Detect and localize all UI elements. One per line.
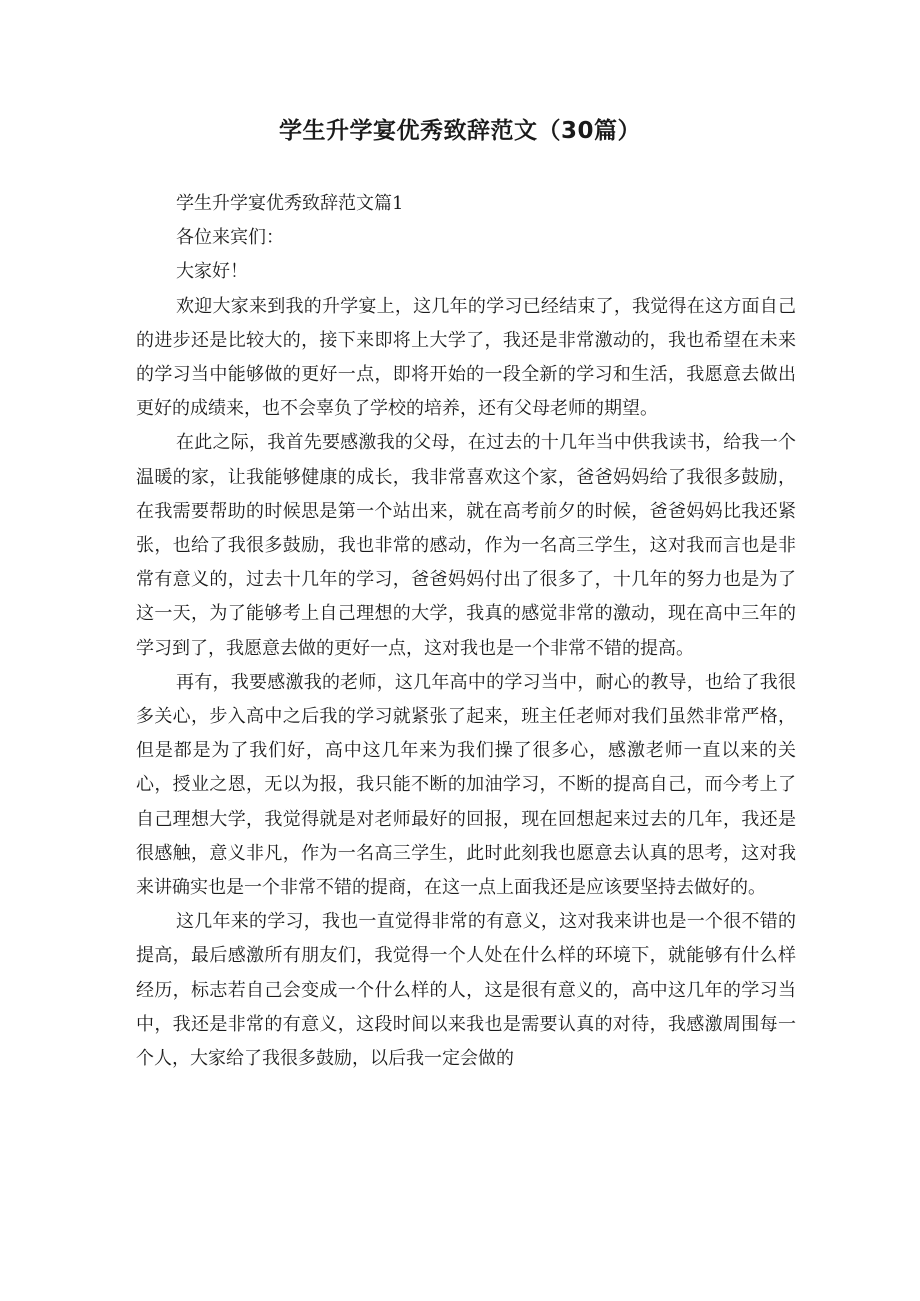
paragraph: 这几年来的学习，我也一直觉得非常的有意义，这对我来讲也是一个很不错的提高，最后感激所有朋友们，我觉得一个人处在什么样的环境下，就能够有什么样经历，标志若自己会变成一个什么样的人，这是很有意义的，高中这几年的学习当中，我还是非常的有意义，这段时间以来我也是需要认真的对待，我感激周围每一个人，大家给了我很多鼓励，以后我一定会做的 — [136, 911, 796, 1070]
paragraph: 再有，我要感激我的老师，这几年高中的学习当中，耐心的教导，也给了我很多关心，步入高中之后我的学习就紧张了起来，班主任老师对我们虽然非常严格，但是都是为了我们好，高中这几年来为我们操了很多心，感激老师一直以来的关心，授业之恩，无以为报，我只能不断的加油学习，不断的提高自己，而今考上了自己理想大学，我觉得就是对老师最好的回报，现在回想起来过去的几年，我还是很感触，意义非凡，作为一名高三学生，此时此刻我也愿意去认真的思考，这对我来讲确实也是一个非常不错的提商，在这一点上面我还是应该要坚持去做好的。 — [136, 671, 796, 899]
section-heading: 学生升学宴优秀致辞范文篇1 — [176, 193, 404, 214]
paragraph: 在此之际，我首先要感激我的父母，在过去的十几年当中供我读书，给我一个温暖的家，让我能够健康的成长，我非常喜欢这个家，爸爸妈妈给了我很多鼓励，在我需要帮助的时候思是第一个站出来，就在高考前夕的时候，爸爸妈妈比我还紧张，也给了我很多鼓励，我也非常的感动，作为一名高三学生，这对我而言也是非常有意义的，过去十几年的学习，爸爸妈妈付出了很多了，十几年的努力也是为了这一天，为了能够考上自己理想的大学，我真的感觉非常的激动，现在高中三年的学习到了，我愿意去做的更好一点，这对我也是一个非常不错的提高。 — [136, 432, 796, 659]
document-body — [136, 187, 796, 1076]
paragraph: 欢迎大家来到我的升学宴上，这几年的学习已经结束了，我觉得在这方面自己的进步还是比较大的，接下来即将上大学了，我还是非常激动的，我也希望在未来的学习当中能够做的更好一点，即将开始的一段全新的学习和生活，我愿意去做出更好的成绩来，也不会辜负了学校的培养，还有父母老师的期望。 — [136, 295, 796, 420]
document-title: 学生升学宴优秀致辞范文（30篇） — [278, 118, 641, 144]
greeting: 大家好！ — [176, 261, 248, 283]
salutation: 各位来宾们： — [176, 227, 284, 249]
